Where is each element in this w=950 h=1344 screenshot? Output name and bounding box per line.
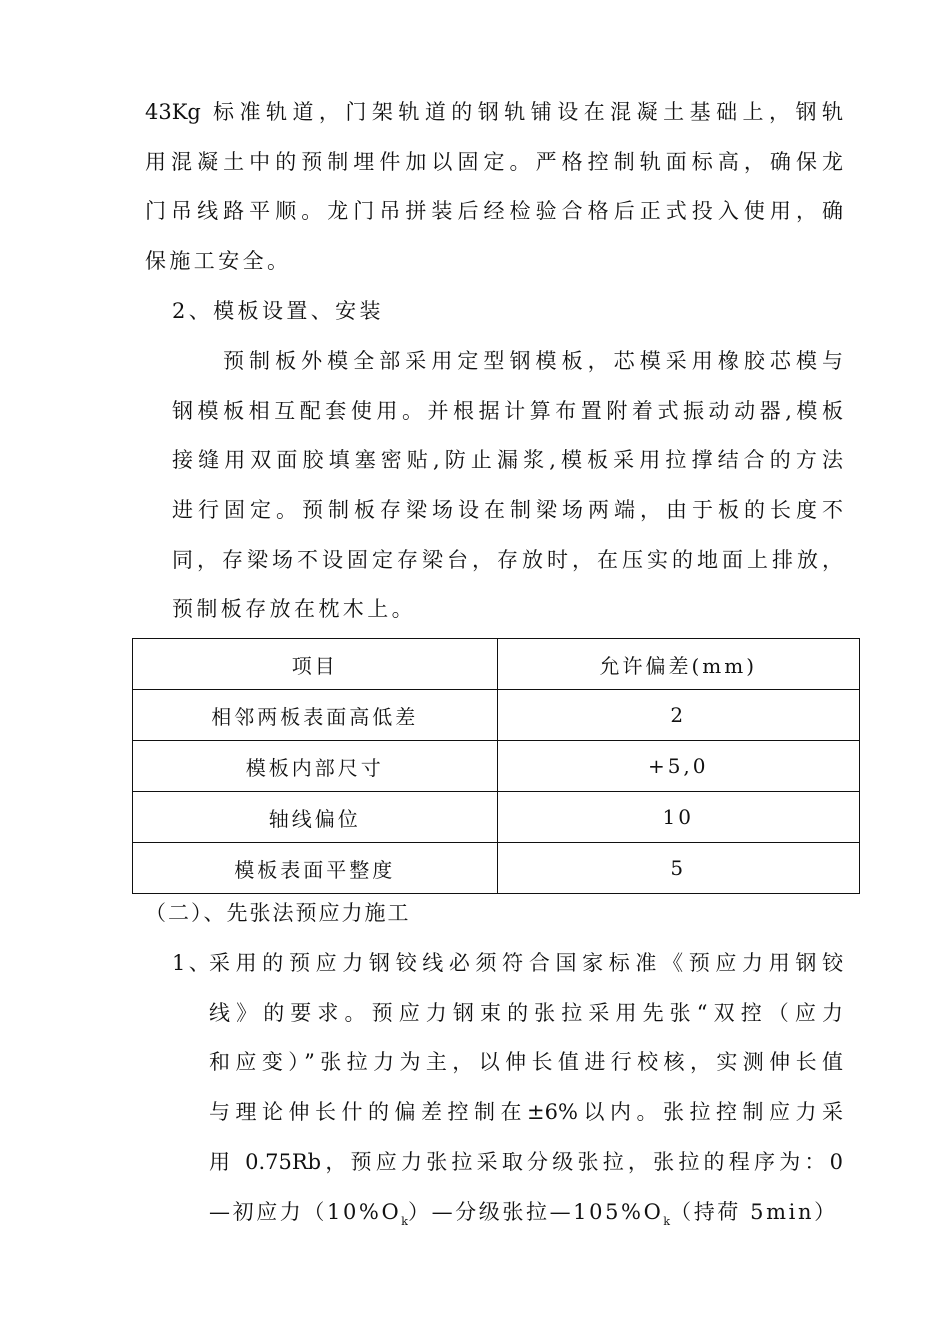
- paragraph-line: 预制板外模全部采用定型钢模板，芯模采用橡胶芯模与: [223, 349, 843, 373]
- table-cell: 相邻两板表面高低差: [133, 690, 498, 741]
- subscript-k: k: [401, 1215, 408, 1228]
- list-item-line: 线》的要求。预应力钢束的张拉采用先张“双控（应力: [209, 1001, 843, 1025]
- list-item-line: 和应变）”张拉力为主，以伸长值进行校核，实测伸长值: [209, 1050, 843, 1074]
- table-cell: 模板表面平整度: [133, 843, 498, 894]
- section-heading-2: 2、模板设置、安装: [172, 299, 384, 323]
- paragraph-line: 接缝用双面胶填塞密贴,防止漏浆,模板采用拉撑结合的方法: [172, 448, 843, 472]
- table-header-row: [133, 639, 860, 690]
- paragraph-line: 进行固定。预制板存梁场设在制梁场两端，由于板的长度不: [172, 498, 843, 522]
- formula-text: —初应力（10%O: [209, 1200, 402, 1224]
- paragraph-line: 门吊线路平顺。龙门吊拼装后经检验合格后正式投入使用，确: [145, 199, 843, 223]
- paragraph-line: 用混凝土中的预制埋件加以固定。严格控制轨面标高，确保龙: [145, 150, 843, 174]
- paragraph-line: 预制板存放在枕木上。: [172, 597, 416, 621]
- tolerance-table: [132, 638, 860, 894]
- list-item-line: 采用的预应力钢铰线必须符合国家标准《预应力用钢铰: [209, 951, 843, 975]
- section-heading: （二）、先张法预应力施工: [145, 901, 411, 925]
- list-item-line: 与理论伸长什的偏差控制在±6%以内。张拉控制应力采: [209, 1100, 843, 1124]
- table-header-cell: 允许偏差(mm): [497, 639, 860, 690]
- table-cell: 模板内部尺寸: [133, 741, 498, 792]
- table-cell: +5,0: [497, 741, 860, 792]
- list-item-line: [209, 1197, 838, 1227]
- table-row: [133, 741, 860, 792]
- paragraph-line: 43Kg 标准轨道，门架轨道的钢轨铺设在混凝土基础上，钢轨: [145, 100, 843, 124]
- paragraph-line: 同，存梁场不设固定存梁台，存放时，在压实的地面上排放，: [172, 548, 843, 572]
- formula-text: ）—分级张拉—105%O: [407, 1200, 664, 1224]
- table-cell: 2: [497, 690, 860, 741]
- formula-text: （持荷 5min）: [670, 1200, 838, 1224]
- paragraph-line: 钢模板相互配套使用。并根据计算布置附着式振动动器,模板: [172, 399, 843, 423]
- table-row: [133, 690, 860, 741]
- list-item-number: 1、: [172, 951, 214, 975]
- table-row: [133, 843, 860, 894]
- table-cell: 5: [497, 843, 860, 894]
- table-cell: 轴线偏位: [133, 792, 498, 843]
- table-header-cell: 项目: [133, 639, 498, 690]
- table-cell: 10: [497, 792, 860, 843]
- table-row: [133, 792, 860, 843]
- paragraph-line: 保施工安全。: [145, 249, 292, 273]
- subscript-k: k: [663, 1215, 671, 1228]
- list-item-line: 用 0.75Rb，预应力张拉采取分级张拉，张拉的程序为：0: [209, 1150, 843, 1174]
